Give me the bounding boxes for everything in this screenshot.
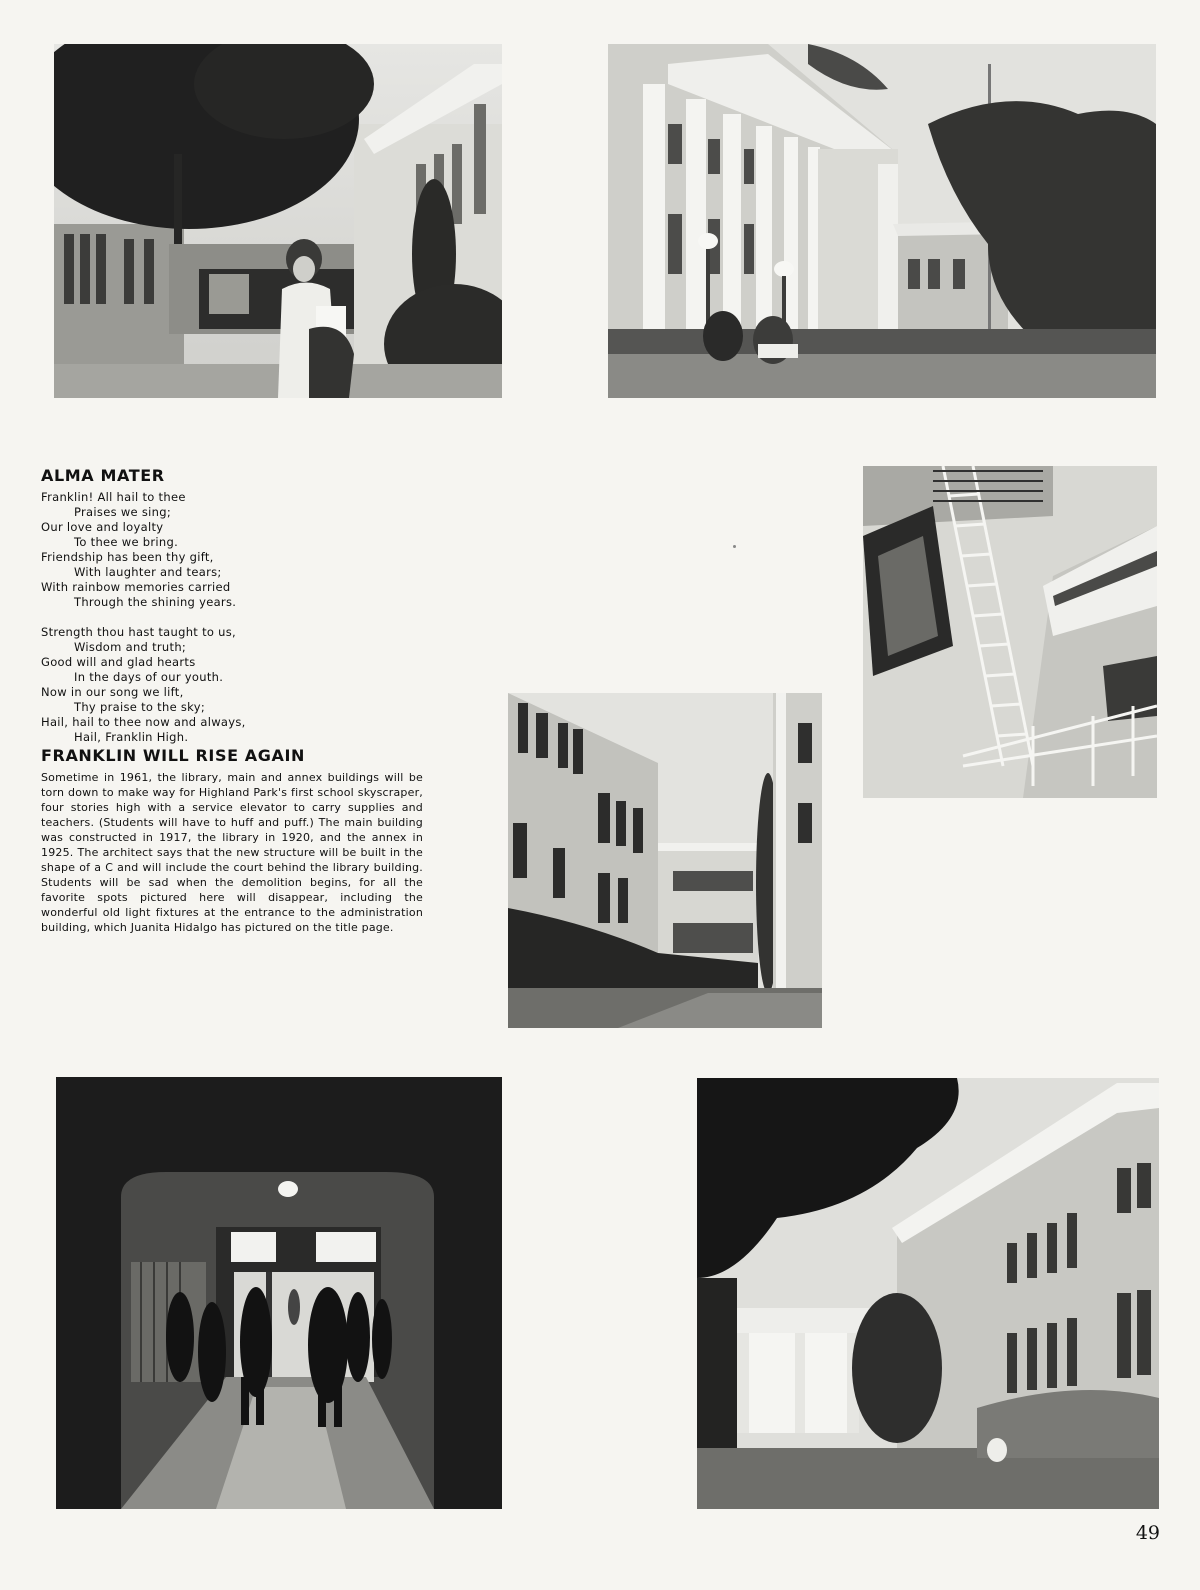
poem-line: Wisdom and truth; — [74, 640, 187, 654]
photo-main-building-columns — [608, 44, 1156, 398]
poem-line: Through the shining years. — [74, 595, 237, 609]
photo-arcade-passage — [697, 1078, 1159, 1509]
poem-line: With laughter and tears; — [74, 565, 222, 579]
poem-line: Strength thou hast taught to us, — [41, 625, 237, 639]
poem-line: Thy praise to the sky; — [74, 700, 206, 714]
poem-line: Now in our song we lift, — [41, 685, 184, 699]
poem-line: In the days of our youth. — [74, 670, 224, 684]
poem-line: With rainbow memories carried — [41, 580, 231, 594]
photo-fire-escape — [863, 466, 1157, 798]
poem-line: Hail, hail to thee now and always, — [41, 715, 246, 729]
poem-line: Hail, Franklin High. — [74, 730, 189, 744]
poem-line: Good will and glad hearts — [41, 655, 196, 669]
page-number: 49 — [1135, 1522, 1160, 1544]
alma-mater-poem — [41, 490, 423, 745]
photo-student-walking — [54, 44, 502, 398]
poem-line: Friendship has been thy gift, — [41, 550, 214, 564]
article-body: Sometime in 1961, the library, main and annex buildings will be torn down to make way for Highland Park's first school skyscraper, four stories high with a service elevator to carry supplies and teachers. (Students will have to huff and puff.) The main building was constructed in 1917, the library in 1920, and the annex in 1925. The architect says that the new structure will be built in the shape of a C and will include the court behind the library building. Students will be sad when the demolition begins, for all the favorite spots pictured here will disappear, including the wonderful old light fixtures at the entrance to the administration building, which Juanita Hidalgo has pictured on the title page. — [41, 771, 423, 934]
poem-line: Praises we sing; — [74, 505, 172, 519]
poem-line: Our love and loyalty — [41, 520, 164, 534]
text-block — [41, 466, 423, 935]
poem-stanza — [41, 490, 423, 610]
photo-courtyard — [508, 693, 822, 1028]
poem-line: Franklin! All hail to thee — [41, 490, 186, 504]
photo-hallway — [56, 1077, 502, 1509]
poem-line: To thee we bring. — [74, 535, 179, 549]
alma-mater-heading: ALMA MATER — [41, 466, 165, 485]
poem-stanza — [41, 625, 423, 745]
article-heading: FRANKLIN WILL RISE AGAIN — [41, 746, 306, 765]
print-speck — [733, 545, 736, 548]
